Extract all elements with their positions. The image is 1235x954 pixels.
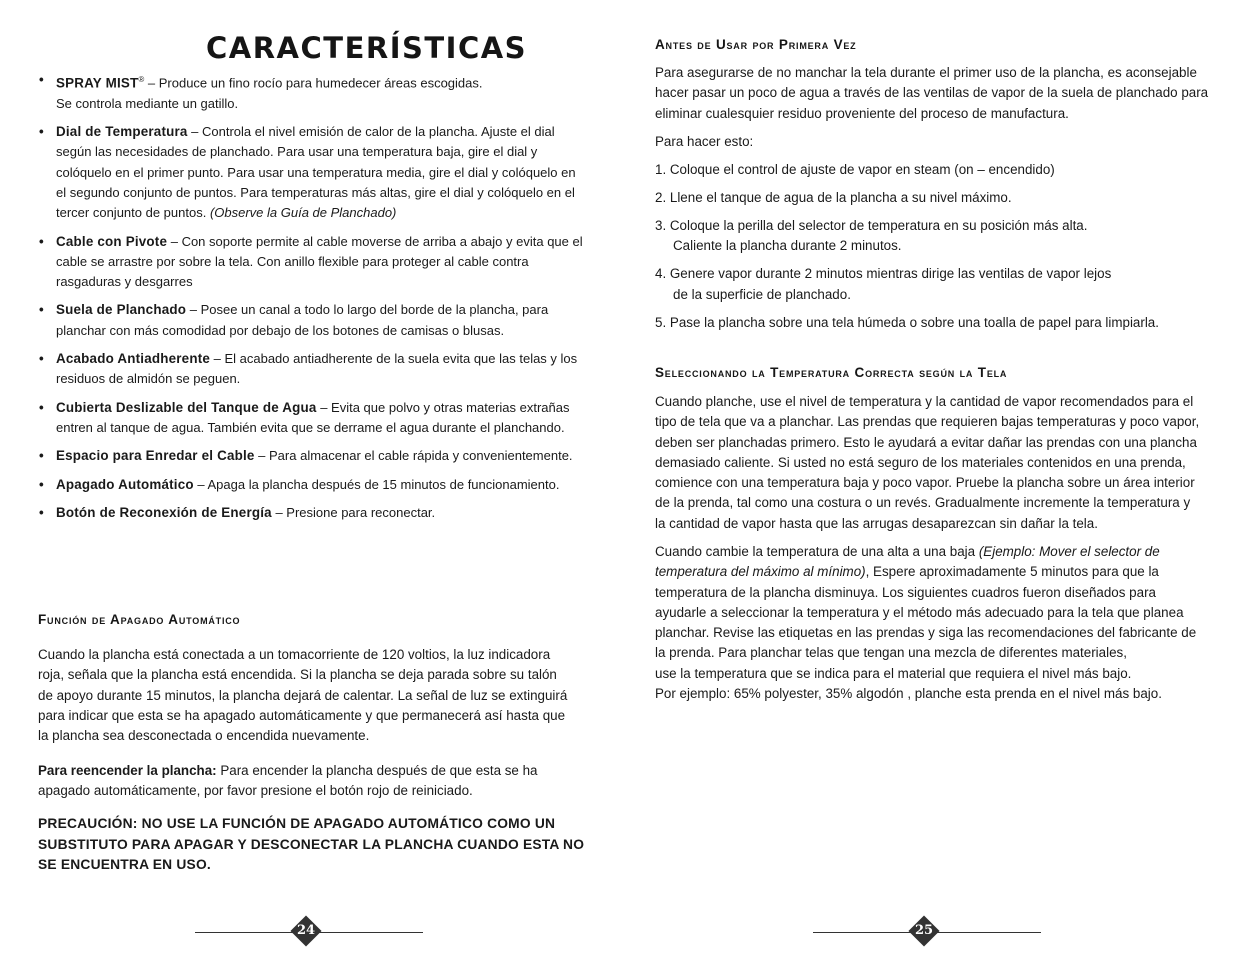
feature-description: – Posee un canal a todo lo largo del borde de la plancha, para planchar con más comodidad por debajo de los botones de camisas o blusas.: [56, 302, 549, 338]
reignite-label: Para reencender la plancha:: [38, 763, 217, 778]
list-item: [38, 300, 588, 341]
before-use-heading: Antes de Usar por Primera Vez: [655, 37, 857, 52]
reignite-text: Para encender la plancha después de que esta se ha apagado automáticamente, por favor presione el botón rojo de reiniciado.: [38, 763, 538, 799]
feature-description: – Presione para reconectar.: [271, 504, 436, 520]
page-number: 25: [914, 923, 934, 938]
feature-description: – Apaga la plancha después de 15 minutos de funcionamiento.: [193, 476, 560, 492]
change-temperature-paragraph: [655, 542, 1203, 704]
steps-list: [655, 160, 1215, 341]
bullet-icon: •: [39, 302, 44, 318]
feature-description: – Con soporte permite al cable moverse de arriba a abajo y evita que el cable se arrastre por sobre la tela. Con anillo flexible para proteger al cable contra rasgaduras y desgarres: [56, 233, 583, 290]
page-number-24: [195, 918, 423, 948]
feature-term: Cubierta Deslizable del Tanque de Agua: [56, 399, 317, 415]
list-item: [655, 188, 1215, 208]
caution-notice: PRECAUCIÓN: NO USE LA FUNCIÓN DE APAGADO AUTOMÁTICO COMO UN SUBSTITUTO PARA APAGAR Y DESCONECTAR LA PLANCHA CUANDO ESTA NO SE ENCUENTRA EN USO.: [38, 816, 585, 872]
bullet-icon: •: [39, 476, 44, 492]
feature-description: – Para almacenar el cable rápida y convenientemente.: [254, 448, 573, 464]
list-item: [38, 70, 588, 114]
feature-term: Suela de Planchado: [56, 302, 187, 318]
reignite-paragraph: [38, 761, 558, 802]
list-item: [38, 475, 588, 495]
page-title: CARACTERÍSTICAS: [206, 31, 528, 65]
select-temperature-heading: Seleccionando la Temperatura Correcta según la Tela: [655, 365, 1008, 380]
change-text-rest: , Espere aproximadamente 5 minutos para que la temperatura de la plancha disminuya. Los siguientes cuadros fueron diseñados para ayudarle a seleccionar la temperatura y el método más adecuado para la tela que planea planchar. Revise las etiquetas en las prendas y siga las recomendaciones del fabricante de la prenda. Para planchar telas que tengan una mezcla de diferentes materiales,: [655, 564, 1197, 661]
bullet-icon: •: [39, 233, 44, 249]
bullet-icon: •: [39, 124, 44, 140]
list-item: [655, 160, 1215, 180]
bullet-icon: •: [39, 504, 44, 520]
step-continuation: de la superficie de planchado.: [673, 286, 851, 302]
list-item: [38, 503, 588, 523]
feature-term: Cable con Pivote: [56, 233, 168, 249]
step-text: 3. Coloque la perilla del selector de temperatura en su posición más alta.: [655, 217, 1088, 233]
feature-term: Apagado Automático: [56, 476, 194, 492]
list-item: [38, 446, 588, 466]
feature-description: – Evita que polvo y otras materias extrañas entren al tanque de agua. También evita que se derrame el agua durante el planchando.: [56, 399, 570, 435]
list-item: [655, 264, 1215, 305]
registered-mark: ®: [138, 75, 145, 84]
auto-off-paragraph: Cuando la plancha está conectada a un tomacorriente de 120 voltios, la luz indicadora roja, señala que la plancha está encendida. Si la plancha se deja parada sobre su talón de apoyo durante 15 minutos, la plancha dejará de calentar. La señal de luz se extinguirá para indicar que esta se ha apagado automáticamente y que permanecerá así hasta que la plancha sea desconectada o encendida nuevamente.: [38, 647, 568, 744]
list-item: [38, 122, 588, 223]
feature-note: (Observe la Guía de Planchado): [209, 205, 397, 221]
bullet-icon: •: [39, 448, 44, 464]
feature-description: – El acabado antiadherente de la suela evita que las telas y los residuos de almidón se peguen.: [56, 351, 578, 387]
feature-term: Dial de Temperatura: [56, 124, 188, 140]
feature-term: Espacio para Enredar el Cable: [56, 448, 255, 464]
list-item: [38, 398, 588, 439]
bullet-icon: •: [39, 72, 44, 87]
list-item: [38, 349, 588, 390]
change-text-start: Cuando cambie la temperatura de una alta a una baja: [655, 544, 979, 559]
list-item: [38, 232, 588, 293]
page-number-25: [813, 918, 1041, 948]
feature-list: [38, 70, 588, 531]
list-item: [655, 216, 1215, 257]
change-text-line2: use la temperatura que se indica para el material que requiera el nivel más bajo.: [655, 665, 1132, 681]
select-temperature-paragraph: Cuando planche, use el nivel de temperatura y la cantidad de vapor recomendados para el tipo de tela que va a planchar. Las prendas que requieren bajas temperaturas y poco vapor, deben ser planchadas primero. Esto le ayudará a evitar dañar las prendas con una plancha demasiado caliente. Si usted no está seguro de los materiales contenidos en una prenda, comience con una temperatura baja y poco vapor. Pruebe la plancha sobre un área interior de la prenda, tal como una costura o un revés. Gradualmente incremente la temperatura y la cantidad de vapor hasta que las arrugas desaparezcan sin dañar la tela.: [655, 394, 1200, 531]
step-text: 1. Coloque el control de ajuste de vapor en steam (on – encendido): [655, 162, 1055, 177]
step-text: 4. Genere vapor durante 2 minutos mientras dirige las ventilas de vapor lejos: [655, 266, 1112, 282]
bullet-icon: •: [39, 399, 44, 415]
auto-off-heading: Función de Apagado Automático: [38, 612, 241, 627]
feature-term: Acabado Antiadherente: [56, 351, 211, 367]
change-text-line3: Por ejemplo: 65% polyester, 35% algodón , planche esta prenda en el nivel más bajo.: [655, 686, 1162, 702]
feature-description: – Controla el nivel emisión de calor de la plancha. Ajuste el dial según las necesidades de planchado. Para usar una temperatura baja, gire el dial y colóquelo en el primer punto. Para usar una temperatura media, gire el dial y colóquelo en el segundo conjunto de puntos. Para temperaturas más altas, gire el dial y colóquelo en el tercer conjunto de puntos.: [56, 124, 576, 221]
list-item: [655, 313, 1215, 333]
bullet-icon: •: [39, 351, 44, 367]
steps-intro: Para hacer esto:: [655, 134, 754, 149]
step-text: 5. Pase la plancha sobre una tela húmeda o sobre una toalla de papel para limpiarla.: [655, 314, 1159, 330]
before-use-paragraph: Para asegurarse de no manchar la tela durante el primer uso de la plancha, es aconsejable hacer pasar un poco de agua a través de las ventilas de vapor de la suela de planchado para eliminar cualesquier residuo proveniente del proceso de manufactura.: [655, 65, 1209, 121]
step-continuation: Caliente la plancha durante 2 minutos.: [673, 238, 902, 254]
feature-term: Botón de Reconexión de Energía: [56, 504, 272, 520]
step-text: 2. Llene el tanque de agua de la plancha a su nivel máximo.: [655, 189, 1012, 205]
page-number: 24: [296, 923, 316, 938]
change-text-example: (Ejemplo: Mover el selector de temperatura del máximo al mínimo): [655, 544, 1160, 580]
feature-description: – Produce un fino rocío para humedecer áreas escogidas. Se controla mediante un gatillo.: [56, 75, 483, 111]
feature-term: SPRAY MIST: [56, 75, 139, 91]
